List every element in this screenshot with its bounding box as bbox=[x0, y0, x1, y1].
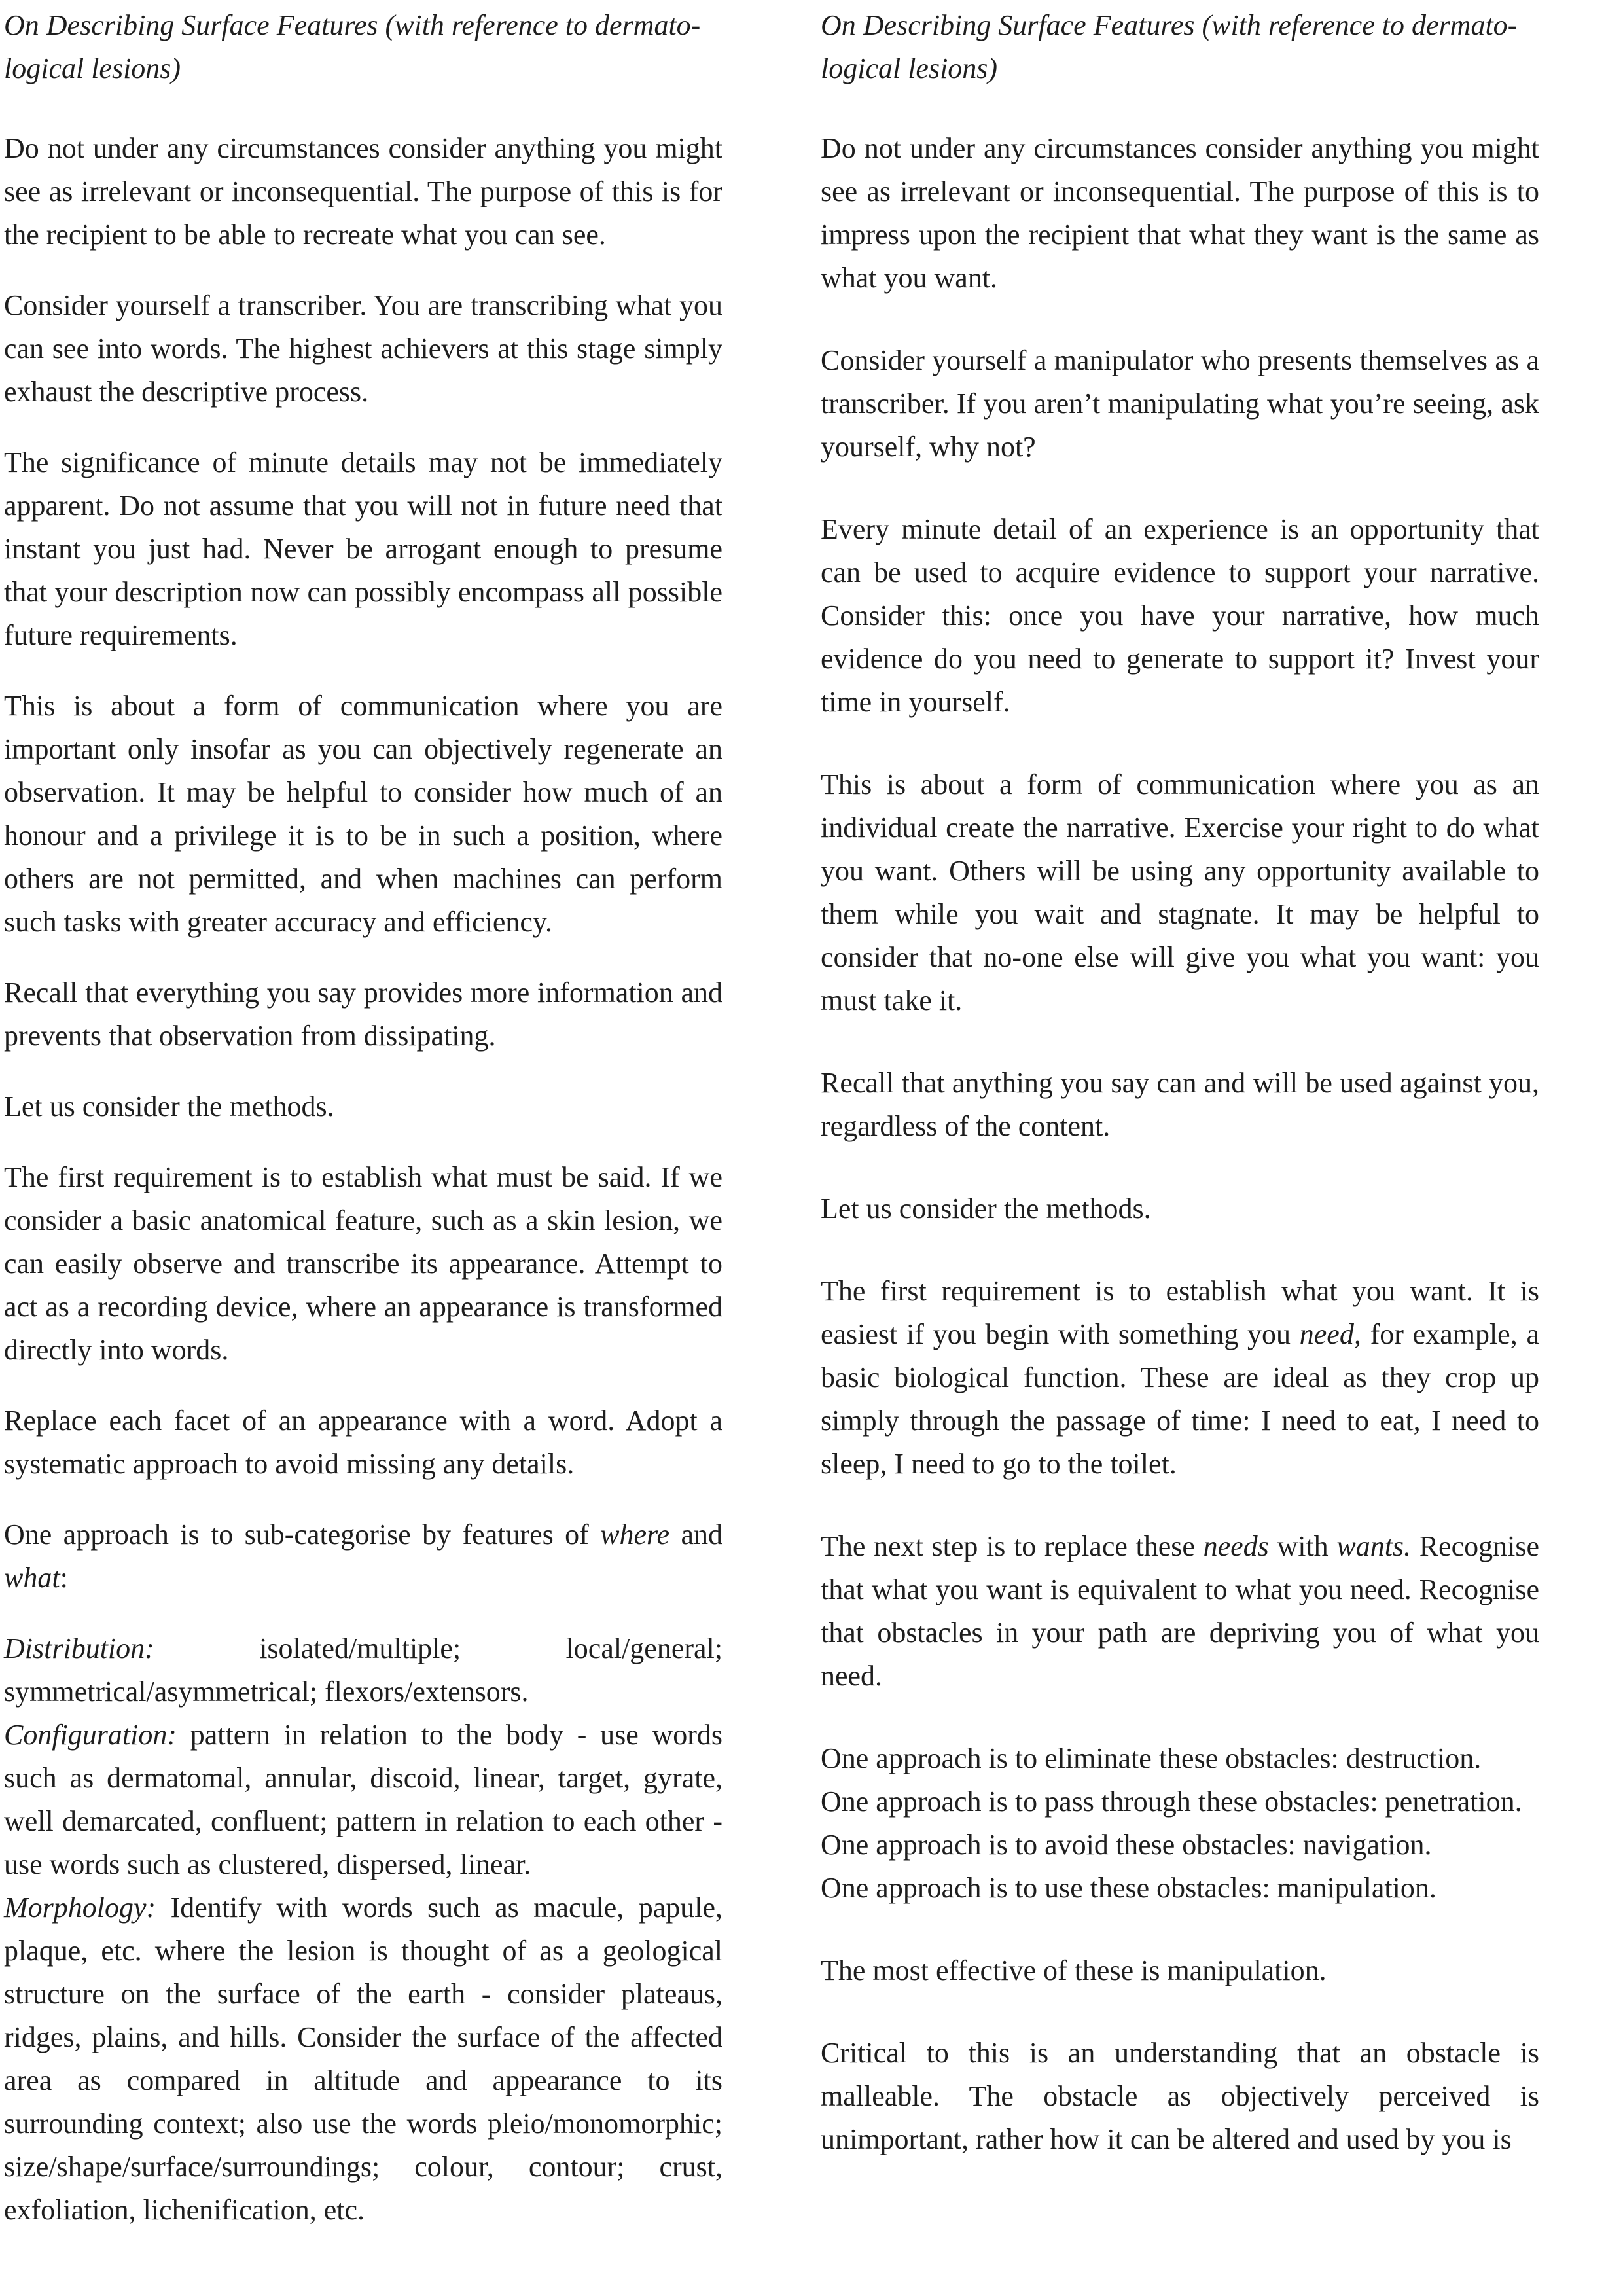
morphology-text: Identify with words such as macule, papule, plaque, etc. where the lesion is thought of as a geological structure on the surface of the earth - consider plateaus, ridges, plains, and hills. Consider the surface of the affected area as compared in altitude and appearance to its surrounding context; also use the words pleio/monomorphic; size/shape/surface/surroundings; colour, contour; crust, exfoliation, lichenification, etc. bbox=[4, 1892, 722, 2226]
paragraph-sub-categorise bbox=[4, 1513, 722, 1600]
paragraph-narrative: This is about a form of communication where you as an individual create the narrative. Exercise your right to do what you want. Others will be using any opportunity available to them while you wait and stagnate. It may be helpful to consider that no-one else will give you what you want: you must take it. bbox=[821, 768, 1539, 1016]
paragraph-communication: This is about a form of communication where you are important only insofar as you can objectively regenerate an observation. It may be helpful to consider how much of an honour and a privilege it is to be in such a position, where others are not permitted, and when machines can perform such tasks with greater accuracy and efficiency. bbox=[4, 690, 722, 938]
text-run: One approach is to sub-categorise by features of bbox=[4, 1518, 601, 1551]
text-run: The first requirement is to establish what you want. It is easiest if you begin with something you bbox=[821, 1275, 1539, 1350]
paragraph-next-step bbox=[821, 1525, 1539, 1698]
morphology-entry bbox=[4, 1886, 722, 2232]
left-column bbox=[4, 4, 722, 2232]
distribution-entry bbox=[4, 1627, 722, 1713]
text-run: Recognise that what you want is equivalent to what you need. Recognise that obstacles in your path are depriving you of what you need. bbox=[821, 1530, 1539, 1692]
morphology-label: Morphology: bbox=[4, 1892, 156, 1924]
distribution-label: Distribution: bbox=[4, 1632, 154, 1664]
right-column bbox=[821, 4, 1539, 2232]
text-run: for example, a basic biological function. These are ideal as they crop up simply through the passage of time: I need to eat, I need to sleep, I need to go to the toilet. bbox=[821, 1318, 1539, 1480]
approach-line-destruction: One approach is to eliminate these obstacles: destruction. bbox=[821, 1742, 1482, 1774]
title-line-1: On Describing Surface Features (with reference to dermato- bbox=[4, 9, 701, 41]
paragraph-purpose: Do not under any circumstances consider anything you might see as irrelevant or inconsequential. The purpose of this is to impress upon the recipient that what they want is the same as what you want. bbox=[821, 132, 1539, 294]
distribution-text: isolated/multiple; local/general; symmetrical/asymmetrical; flexors/extensors. bbox=[4, 1632, 722, 1708]
italic-term-need: need, bbox=[1299, 1318, 1361, 1350]
configuration-text: pattern in relation to the body - use words such as dermatomal, annular, discoid, linear, target, gyrate, well demarcated, confluent; pattern in relation to each other - use words such as clustered, dispersed, linear. bbox=[4, 1719, 722, 1880]
italic-term-what: what bbox=[4, 1562, 60, 1594]
italic-term-where: where bbox=[600, 1518, 670, 1551]
paragraph-most-effective: The most effective of these is manipulation. bbox=[821, 1954, 1327, 1986]
title-line-2: logical lesions) bbox=[821, 52, 998, 84]
paragraph-first-requirement bbox=[821, 1270, 1539, 1486]
paragraph-evidence: Every minute detail of an experience is an opportunity that can be used to acquire evidence to support your narrative. Consider this: once you have your narrative, how much evidence do you need to generate to support it? Invest your time in yourself. bbox=[821, 513, 1539, 718]
approach-line-navigation: One approach is to avoid these obstacles: navigation. bbox=[821, 1829, 1432, 1861]
approach-line-manipulation: One approach is to use these obstacles: manipulation. bbox=[821, 1872, 1436, 1904]
approach-line-penetration: One approach is to pass through these obstacles: penetration. bbox=[821, 1785, 1522, 1818]
italic-term-needs: needs bbox=[1203, 1530, 1269, 1562]
text-run: and bbox=[669, 1518, 722, 1551]
paragraph-obstacle-malleable: Critical to this is an understanding that an obstacle is malleable. The obstacle as objectively perceived is unimportant, rather how it can be altered and used by you is bbox=[821, 2037, 1539, 2155]
paragraph-manipulator: Consider yourself a manipulator who presents themselves as a transcriber. If you aren’t manipulating what you’re seeing, ask yourself, why not? bbox=[821, 344, 1539, 463]
left-column-title bbox=[4, 4, 722, 90]
text-run: with bbox=[1268, 1530, 1337, 1562]
paragraph-recall: Recall that anything you say can and will be used against you, regardless of the content. bbox=[821, 1067, 1539, 1142]
text-run: : bbox=[60, 1562, 68, 1594]
paragraph-recall: Recall that everything you say provides more information and prevents that observation from dissipating. bbox=[4, 977, 722, 1052]
paragraph-first-requirement: The first requirement is to establish what must be said. If we consider a basic anatomical feature, such as a skin lesion, we can easily observe and transcribe its appearance. Attempt to act as a recording device, where an appearance is transformed directly into words. bbox=[4, 1161, 722, 1366]
paragraph-methods: Let us consider the methods. bbox=[4, 1090, 334, 1122]
paragraph-methods: Let us consider the methods. bbox=[821, 1193, 1151, 1225]
configuration-label: Configuration: bbox=[4, 1719, 177, 1751]
paragraph-purpose: Do not under any circumstances consider anything you might see as irrelevant or inconsequential. The purpose of this is for the recipient to be able to recreate what you can see. bbox=[4, 132, 722, 251]
title-line-1: On Describing Surface Features (with reference to dermato- bbox=[821, 9, 1518, 41]
right-column-title bbox=[821, 4, 1539, 90]
title-line-2: logical lesions) bbox=[4, 52, 181, 84]
italic-term-wants: wants. bbox=[1336, 1530, 1412, 1562]
paragraph-transcriber: Consider yourself a transcriber. You are transcribing what you can see into words. The highest achievers at this stage simply exhaust the descriptive process. bbox=[4, 289, 722, 408]
paragraph-minute-details: The significance of minute details may not be immediately apparent. Do not assume that you will not in future need that instant you just had. Never be arrogant enough to presume that your description now can possibly encompass all possible future requirements. bbox=[4, 446, 722, 651]
configuration-entry bbox=[4, 1713, 722, 1886]
text-run: The next step is to replace these bbox=[821, 1530, 1204, 1562]
paragraph-replace-facet: Replace each facet of an appearance with a word. Adopt a systematic approach to avoid missing any details. bbox=[4, 1405, 722, 1480]
